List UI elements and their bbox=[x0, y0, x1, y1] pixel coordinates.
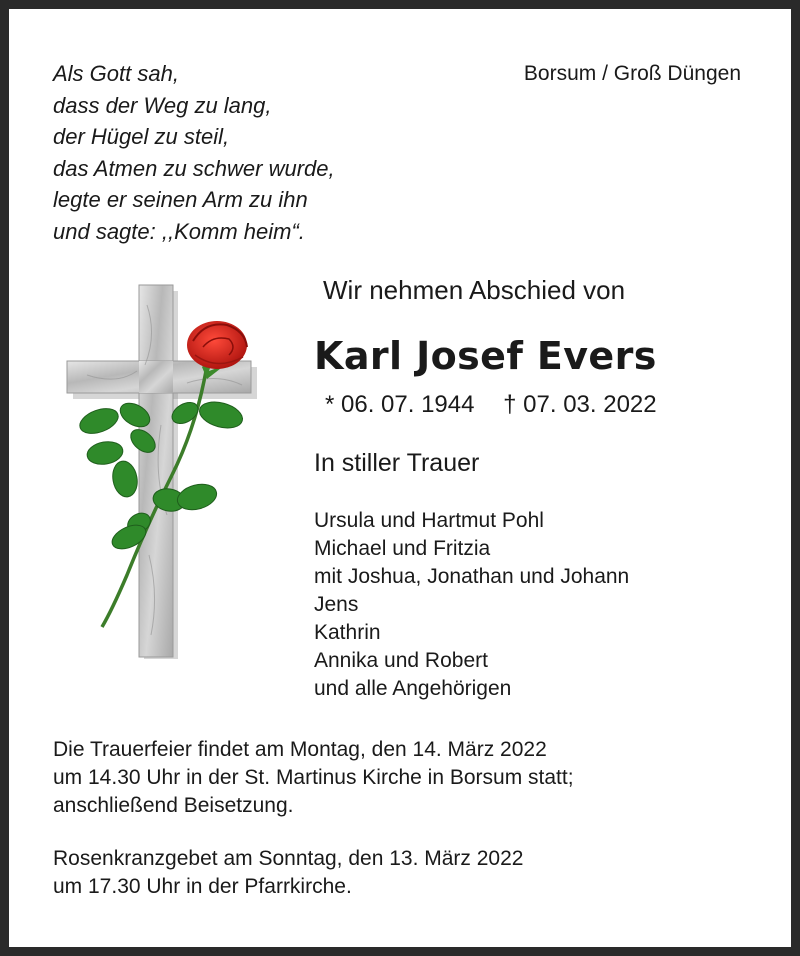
location-label: Borsum / Groß Düngen bbox=[523, 62, 741, 85]
funeral-line: um 14.30 Uhr in der St. Martinus Kirche in Borsum statt; bbox=[53, 766, 574, 789]
rosary-line: um 17.30 Uhr in der Pfarrkirche. bbox=[53, 875, 352, 898]
cross-vertical-beam bbox=[139, 285, 173, 657]
poem-line: der Hügel zu steil, bbox=[53, 124, 230, 149]
mourning-title: In stiller Trauer bbox=[314, 449, 480, 477]
obituary-notice bbox=[9, 9, 791, 947]
intro-text: Wir nehmen Abschied von bbox=[323, 275, 626, 305]
funeral-line: anschließend Beisetzung. bbox=[53, 794, 294, 817]
mourners-list bbox=[314, 507, 629, 703]
mourner: Kathrin bbox=[314, 621, 381, 644]
funeral-info bbox=[53, 736, 574, 820]
mourner: und alle Angehörigen bbox=[314, 677, 512, 700]
life-dates bbox=[325, 391, 657, 419]
mourner: Jens bbox=[314, 593, 359, 616]
deceased-name: Karl Josef Evers bbox=[314, 334, 657, 378]
rose-icon bbox=[187, 321, 247, 369]
mourner: Ursula und Hartmut Pohl bbox=[314, 509, 544, 532]
poem-line: und sagte: ,,Komm heim“. bbox=[53, 218, 305, 244]
birth-date: * 06. 07. 1944 bbox=[325, 391, 475, 418]
rosary-info bbox=[53, 845, 523, 901]
poem bbox=[53, 58, 335, 247]
poem-line: legte er seinen Arm zu ihn bbox=[53, 187, 308, 212]
poem-line: dass der Weg zu lang, bbox=[53, 92, 272, 118]
rosary-line: Rosenkranzgebet am Sonntag, den 13. März 2022 bbox=[53, 847, 524, 870]
funeral-line: Die Trauerfeier findet am Montag, den 14. März 2022 bbox=[53, 738, 547, 761]
poem-line: das Atmen zu schwer wurde, bbox=[53, 155, 335, 181]
death-date: † 07. 03. 2022 bbox=[503, 391, 657, 418]
mourner: Michael und Fritzia bbox=[314, 537, 491, 560]
mourner: Annika und Robert bbox=[314, 649, 488, 672]
cross-with-rose-icon bbox=[57, 275, 257, 659]
mourner: mit Joshua, Jonathan und Johann bbox=[314, 565, 630, 588]
poem-line: Als Gott sah, bbox=[53, 61, 179, 86]
